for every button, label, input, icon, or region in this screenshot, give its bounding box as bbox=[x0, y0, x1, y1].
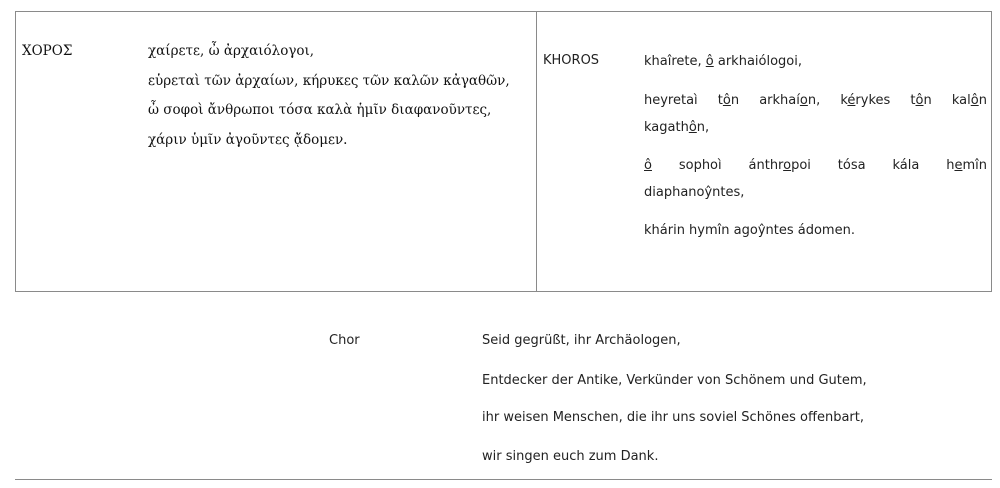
table-left-border-top bbox=[15, 11, 16, 292]
translit-word: tôn bbox=[717, 93, 740, 108]
translit-word: ánthropoi bbox=[748, 158, 811, 173]
table-right-border-top bbox=[991, 11, 992, 292]
translit-speaker: KHOROS bbox=[543, 53, 600, 68]
translit-word: heyretaì bbox=[644, 93, 698, 108]
greek-line-4: χάριν ὑμῖν ἀγοῦντες ᾄδομεν. bbox=[148, 132, 348, 148]
translit-line-4: khárin hymîn agoŷntes ádomen. bbox=[644, 223, 855, 238]
translit-line-1 bbox=[644, 54, 987, 69]
translit-word: kála bbox=[892, 158, 920, 173]
translit-line-3-continued: diaphanoŷntes, bbox=[644, 185, 745, 200]
translit-word: kérykes bbox=[840, 93, 891, 108]
translit-line-2 bbox=[644, 93, 987, 108]
translit-word: tôn bbox=[910, 93, 932, 108]
greek-line-1: χαίρετε, ὦ ἀρχαιόλογοι, bbox=[148, 43, 315, 59]
greek-line-2: εὑρεταὶ τῶν ἀρχαίων, κήρυκες τῶν καλῶν κἀγαθῶν, bbox=[148, 73, 510, 89]
german-line-1: Seid gegrüßt, ihr Archäologen, bbox=[482, 333, 681, 348]
translit-word: hemîn bbox=[946, 158, 987, 173]
german-speaker: Chor bbox=[329, 333, 360, 348]
table-top-border bbox=[15, 11, 992, 12]
translit-word: kalôn bbox=[951, 93, 987, 108]
translit-word: ô bbox=[644, 158, 652, 173]
translit-line-1-underlined: ô bbox=[705, 54, 714, 69]
table-middle-divider bbox=[536, 11, 537, 292]
translit-line-1-c: arkhaiólogoi, bbox=[713, 54, 802, 69]
german-line-3: ihr weisen Menschen, die ihr uns soviel Schönes offenbart, bbox=[482, 410, 864, 425]
table-middle-border bbox=[15, 291, 992, 292]
translit-line-3 bbox=[644, 158, 987, 173]
translit-word: tósa bbox=[837, 158, 866, 173]
greek-speaker: ΧΟΡΟΣ bbox=[22, 43, 73, 59]
translit-line-1-a: khaîrete, bbox=[644, 54, 706, 69]
translit-line-2-continued: kagathôn, bbox=[644, 120, 710, 135]
translit-word: sophoì bbox=[678, 158, 722, 173]
greek-line-3: ὦ σοφοὶ ἄνθρωποι τόσα καλὰ ἡμῖν διαφανοῦντες, bbox=[148, 102, 492, 118]
german-line-4: wir singen euch zum Dank. bbox=[482, 449, 659, 464]
german-line-2: Entdecker der Antike, Verkünder von Schönem und Gutem, bbox=[482, 373, 867, 388]
table-bottom-border bbox=[15, 479, 992, 480]
translit-word: arkhaíon, bbox=[759, 93, 821, 108]
